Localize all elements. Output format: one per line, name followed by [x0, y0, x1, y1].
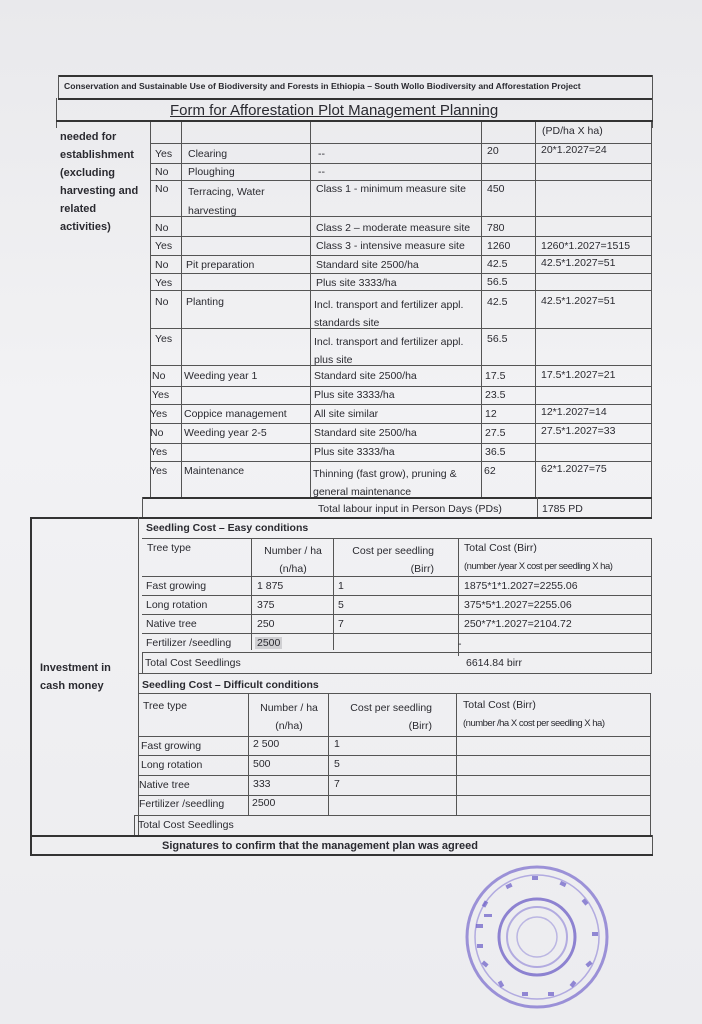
- labour-activity: Clearing: [188, 148, 228, 160]
- investment-side-label: Investment in cash money: [40, 662, 111, 692]
- labour-activity: Terracing, Water harvesting: [188, 186, 265, 217]
- easy-cost: 7: [338, 618, 344, 630]
- labour-activity: Maintenance: [184, 465, 245, 477]
- labour-pd: 36.5: [485, 446, 506, 458]
- easy-total-label: Total Cost Seedlings: [145, 657, 241, 669]
- easy-number: 1 875: [257, 580, 284, 592]
- labour-total: 27.5*1.2027=33: [541, 425, 616, 437]
- difficult-col-total: Total Cost (Birr): [463, 699, 536, 711]
- labour-measure: Incl. transport and fertilizer appl. standards site: [314, 299, 464, 329]
- easy-number: 375: [257, 599, 275, 611]
- labour-pd: 23.5: [485, 389, 506, 401]
- labour-measure: Plus site 3333/ha: [316, 277, 397, 289]
- form-title: Form for Afforestation Plot Management Planning: [170, 102, 499, 119]
- labour-pd: 62: [484, 465, 496, 477]
- difficult-tree: Fast growing: [141, 740, 202, 752]
- labour-total: 20*1.2027=24: [541, 144, 607, 156]
- labour-measure: --: [318, 166, 325, 178]
- labour-total: 62*1.2027=75: [541, 463, 607, 475]
- difficult-col-cost: Cost per seedling (Birr): [350, 702, 432, 732]
- easy-col-tree: Tree type: [147, 542, 191, 554]
- labour-yn: No: [155, 166, 169, 178]
- labour-pd: 17.5: [485, 370, 506, 382]
- signatures-label: Signatures to confirm that the management plan was agreed: [162, 840, 479, 852]
- labour-yn: No: [152, 370, 166, 382]
- labour-yn: Yes: [150, 465, 168, 477]
- labour-measure: Class 1 - minimum measure site: [316, 183, 466, 195]
- difficult-number: 500: [253, 758, 271, 770]
- difficult-total-label: Total Cost Seedlings: [138, 819, 234, 831]
- easy-col-total: Total Cost (Birr): [464, 542, 537, 554]
- labour-pd: 780: [487, 222, 505, 234]
- labour-yn: No: [155, 259, 169, 271]
- labour-measure: Thinning (fast grow), pruning & general maintenance: [313, 468, 457, 498]
- labour-yn: Yes: [152, 389, 170, 401]
- labour-yn: Yes: [150, 446, 168, 458]
- labour-pd: 450: [487, 183, 505, 195]
- easy-tree: Fertilizer /seedling: [146, 637, 232, 649]
- labour-activity: Weeding year 1: [184, 370, 258, 382]
- easy-tree: Fast growing: [146, 580, 207, 592]
- labour-total: 42.5*1.2027=51: [541, 257, 616, 269]
- labour-total-label: Total labour input in Person Days (PDs): [318, 503, 502, 515]
- labour-yn: Yes: [150, 408, 168, 420]
- labour-measure: Standard site 2500/ha: [316, 259, 419, 271]
- easy-heading: Seedling Cost – Easy conditions: [146, 522, 309, 534]
- pd-header: (PD/ha X ha): [542, 125, 603, 137]
- easy-total: 250*7*1.2027=2104.72: [464, 618, 572, 630]
- official-stamp-icon: [462, 862, 612, 1012]
- labour-measure: Class 3 - intensive measure site: [316, 240, 465, 252]
- labour-side-label: needed for establishment (excluding harvesting and related activities): [60, 131, 139, 233]
- labour-yn: No: [155, 296, 169, 308]
- labour-measure: Standard site 2500/ha: [314, 427, 417, 439]
- difficult-col-number: Number / ha (n/ha): [260, 702, 318, 732]
- labour-total: 42.5*1.2027=51: [541, 295, 616, 307]
- labour-activity: Weeding year 2-5: [184, 427, 267, 439]
- labour-total-value: 1785 PD: [542, 503, 583, 515]
- easy-cost: 5: [338, 599, 344, 611]
- labour-pd: 42.5: [487, 296, 508, 308]
- labour-pd: 56.5: [487, 276, 508, 288]
- difficult-cost: 5: [334, 758, 340, 770]
- easy-col-total-note: (number /year X cost per seedling X ha): [464, 561, 613, 572]
- labour-measure: Standard site 2500/ha: [314, 370, 417, 382]
- labour-yn: Yes: [155, 277, 173, 289]
- labour-measure: All site similar: [314, 408, 379, 420]
- difficult-heading: Seedling Cost – Difficult conditions: [142, 679, 319, 691]
- labour-activity: Planting: [186, 296, 224, 308]
- difficult-number: 2 500: [253, 738, 280, 750]
- labour-measure: --: [318, 148, 325, 160]
- labour-measure: Plus site 3333/ha: [314, 446, 395, 458]
- labour-yn: No: [155, 222, 169, 234]
- difficult-number: 2500: [252, 797, 276, 809]
- difficult-number: 333: [253, 778, 271, 790]
- labour-yn: Yes: [155, 240, 173, 252]
- labour-total: 1260*1.2027=1515: [541, 240, 631, 252]
- difficult-tree: Long rotation: [141, 759, 203, 771]
- easy-number: 250: [257, 618, 275, 630]
- labour-activity: Pit preparation: [186, 259, 255, 271]
- labour-pd: 20: [487, 145, 499, 157]
- difficult-cost: 1: [334, 738, 340, 750]
- labour-activity: Coppice management: [184, 408, 287, 420]
- easy-total: 375*5*1.2027=2255.06: [464, 599, 572, 611]
- labour-yn: Yes: [155, 148, 173, 160]
- labour-measure: Class 2 – moderate measure site: [316, 222, 471, 234]
- labour-pd: 1260: [487, 240, 511, 252]
- project-title: Conservation and Sustainable Use of Biodiversity and Forests in Ethiopia – South Wollo Biodiversity and Afforestation Project: [64, 81, 581, 91]
- easy-cost: 1: [338, 580, 344, 592]
- labour-pd: 42.5: [487, 258, 508, 270]
- easy-col-number: Number / ha (n/ha): [264, 545, 322, 575]
- labour-pd: 56.5: [487, 333, 508, 345]
- easy-col-cost: Cost per seedling (Birr): [352, 545, 434, 575]
- labour-total: 17.5*1.2027=21: [541, 369, 616, 381]
- difficult-cost: 7: [334, 778, 340, 790]
- labour-activity: Ploughing: [188, 166, 235, 178]
- labour-pd: 12: [485, 408, 497, 420]
- labour-yn: Yes: [155, 333, 173, 345]
- labour-yn: No: [155, 183, 169, 195]
- easy-tree: Native tree: [146, 618, 197, 630]
- difficult-col-total-note: (number /ha X cost per seedling X ha): [463, 718, 605, 729]
- labour-measure: Plus site 3333/ha: [314, 389, 395, 401]
- labour-yn: No: [150, 427, 164, 439]
- easy-total: 1875*1*1.2027=2255.06: [464, 580, 578, 592]
- difficult-tree: Native tree: [139, 779, 190, 791]
- labour-total: 12*1.2027=14: [541, 406, 607, 418]
- easy-tree: Long rotation: [146, 599, 208, 611]
- easy-total: -: [458, 638, 462, 650]
- labour-pd: 27.5: [485, 427, 506, 439]
- labour-measure: Incl. transport and fertilizer appl. plus site: [314, 336, 464, 366]
- difficult-col-tree: Tree type: [143, 700, 187, 712]
- easy-total-value: 6614.84 birr: [466, 657, 523, 669]
- easy-number: 2500: [257, 637, 281, 649]
- difficult-tree: Fertilizer /seedling: [139, 798, 225, 810]
